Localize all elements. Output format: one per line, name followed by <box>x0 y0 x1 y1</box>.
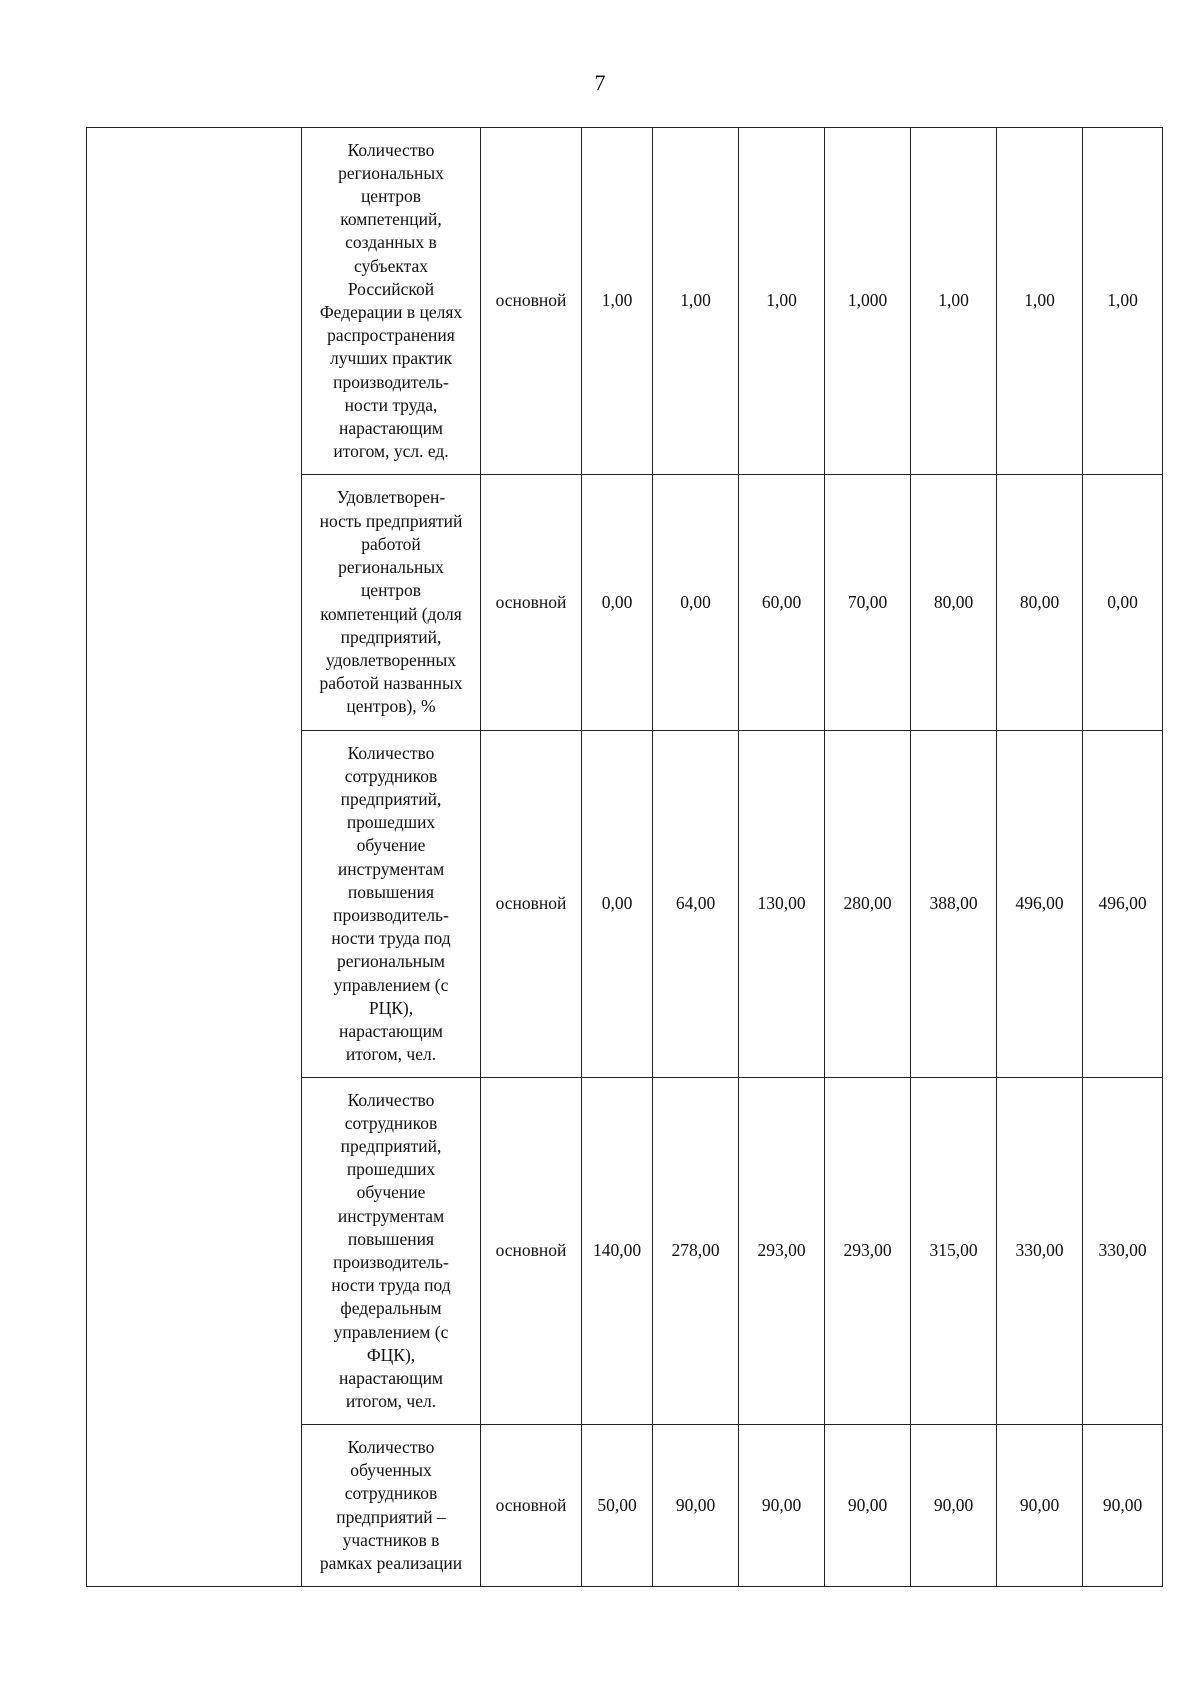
value-cell: 330,00 <box>1083 1078 1163 1425</box>
indicator-type-cell: основной <box>481 128 582 475</box>
value-cell: 90,00 <box>1083 1425 1163 1587</box>
value-cell: 80,00 <box>997 475 1083 731</box>
value-cell: 90,00 <box>825 1425 911 1587</box>
value-cell: 60,00 <box>739 475 825 731</box>
value-cell: 0,00 <box>582 475 653 731</box>
value-cell: 0,00 <box>1083 475 1163 731</box>
indicator-name-cell: Количество региональных центров компетенций, созданных в субъектах Российской Федерации в целях распространения лучших практик производитель- ности труда, нарастающим итогом, усл. ед. <box>302 128 481 475</box>
value-cell: 90,00 <box>911 1425 997 1587</box>
indicator-type-cell: основной <box>481 1078 582 1425</box>
value-cell: 140,00 <box>582 1078 653 1425</box>
value-cell: 388,00 <box>911 731 997 1078</box>
value-cell: 0,00 <box>582 731 653 1078</box>
value-cell: 496,00 <box>1083 731 1163 1078</box>
value-cell: 90,00 <box>997 1425 1083 1587</box>
page-number: 7 <box>594 70 606 95</box>
value-cell: 330,00 <box>997 1078 1083 1425</box>
indicator-type-cell: основной <box>481 731 582 1078</box>
value-cell: 90,00 <box>653 1425 739 1587</box>
value-cell: 1,00 <box>997 128 1083 475</box>
indicator-name-cell: Количество сотрудников предприятий, прошедших обучение инструментам повышения производитель- ности труда под региональным управлением (с РЦК), нарастающим итогом, чел. <box>302 731 481 1078</box>
value-cell: 70,00 <box>825 475 911 731</box>
value-cell: 1,000 <box>825 128 911 475</box>
value-cell: 315,00 <box>911 1078 997 1425</box>
indicator-name-cell: Удовлетворен- ность предприятий работой региональных центров компетенций (доля предприятий, удовлетворенных работой названных центров), % <box>302 475 481 731</box>
value-cell: 130,00 <box>739 731 825 1078</box>
table-row <box>87 128 1163 475</box>
value-cell: 496,00 <box>997 731 1083 1078</box>
value-cell: 293,00 <box>739 1078 825 1425</box>
value-cell: 64,00 <box>653 731 739 1078</box>
value-cell: 50,00 <box>582 1425 653 1587</box>
value-cell: 90,00 <box>739 1425 825 1587</box>
value-cell: 80,00 <box>911 475 997 731</box>
value-cell: 278,00 <box>653 1078 739 1425</box>
value-cell: 0,00 <box>653 475 739 731</box>
value-cell: 293,00 <box>825 1078 911 1425</box>
indicators-table <box>86 127 1163 1587</box>
value-cell: 1,00 <box>911 128 997 475</box>
value-cell: 1,00 <box>582 128 653 475</box>
value-cell: 1,00 <box>653 128 739 475</box>
value-cell: 1,00 <box>739 128 825 475</box>
indicator-type-cell: основной <box>481 1425 582 1587</box>
indicator-name-cell: Количество обученных сотрудников предприятий – участников в рамках реализации <box>302 1425 481 1587</box>
value-cell: 280,00 <box>825 731 911 1078</box>
blank-merged-cell <box>87 128 302 1587</box>
indicator-type-cell: основной <box>481 475 582 731</box>
indicator-name-cell: Количество сотрудников предприятий, прошедших обучение инструментам повышения производитель- ности труда под федеральным управлением (с ФЦК), нарастающим итогом, чел. <box>302 1078 481 1425</box>
value-cell: 1,00 <box>1083 128 1163 475</box>
